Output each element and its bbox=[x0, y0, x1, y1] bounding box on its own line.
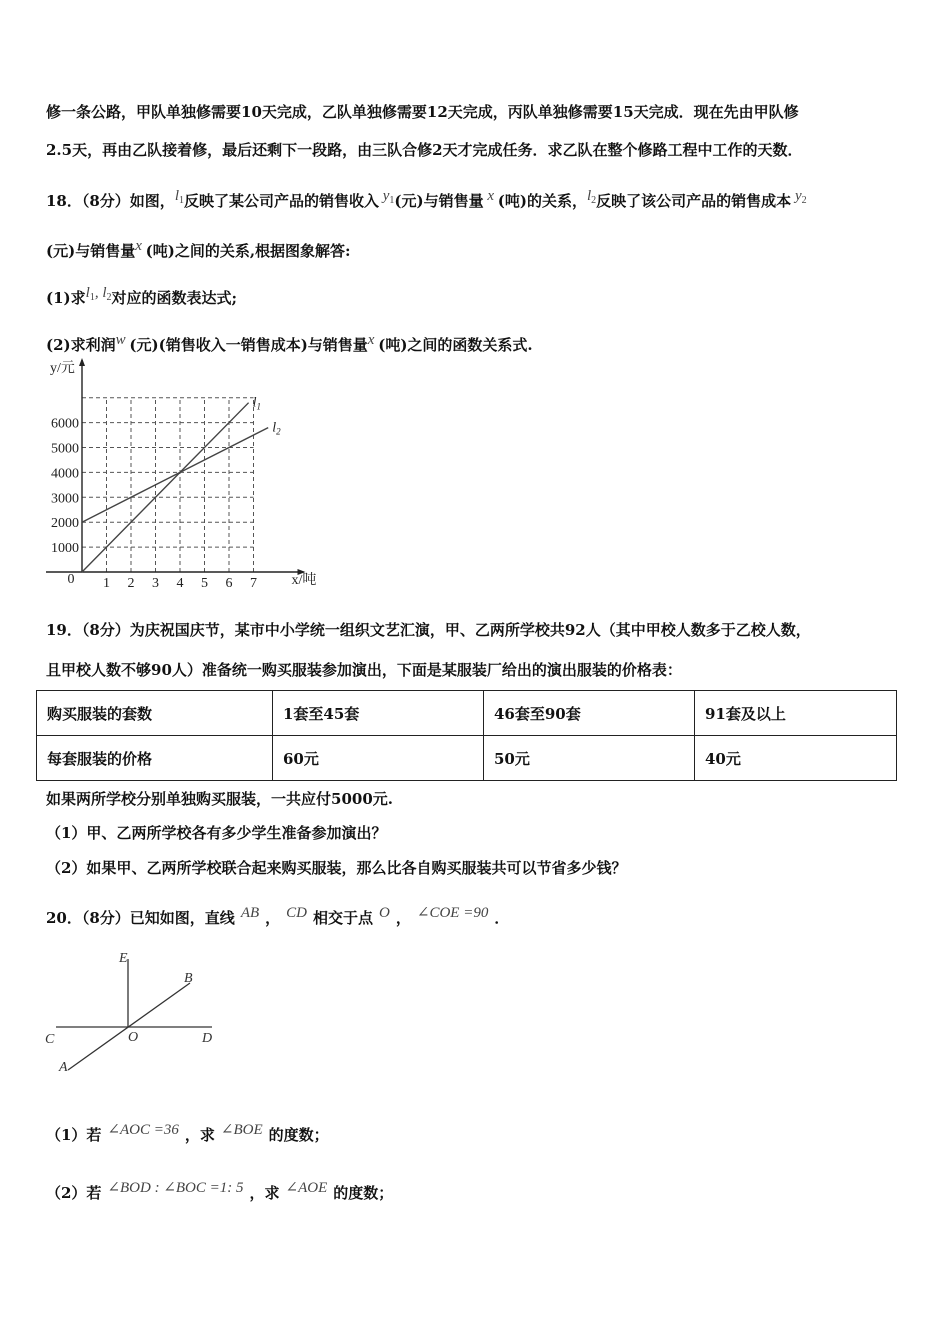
label-c: C bbox=[45, 1032, 55, 1047]
table-cell: 60元 bbox=[273, 736, 484, 781]
q18-part-1: (1)求$l_1$, $l_2$对应的函数表达式; bbox=[46, 285, 238, 307]
angle-coe: ∠COE =90 bbox=[416, 905, 489, 921]
table-row bbox=[37, 691, 897, 736]
q20-line-1: 20．（8分）已知如图，直线 AB ， CD 相交于点 O ， ∠COE =90 ． bbox=[46, 905, 510, 927]
table-cell: 91套及以上 bbox=[695, 691, 897, 736]
q18-line-1 bbox=[46, 186, 807, 211]
series-line-l2 bbox=[82, 428, 268, 523]
q19-part-1: （1）甲、乙两所学校各有多少学生准备参加演出？ bbox=[46, 824, 387, 842]
l1-symbol: $l_1$ bbox=[174, 188, 184, 206]
y-tick-label: 3000 bbox=[51, 491, 79, 507]
y-axis-label: y/元 bbox=[50, 361, 75, 376]
series-label-l1: $l_1$ bbox=[252, 395, 261, 412]
q18-text-2: (元)与销售量 bbox=[394, 192, 484, 210]
series-label-sub: 1 bbox=[256, 401, 261, 412]
x-tick-label: 6 bbox=[225, 576, 233, 591]
x-tick-label: 5 bbox=[201, 576, 208, 591]
angle-boe: ∠BOE bbox=[220, 1122, 263, 1138]
q18-text-1: 反映了某公司产品的销售收入 bbox=[183, 192, 379, 210]
table-cell: 购买服装的套数 bbox=[37, 691, 273, 736]
q18-text-3: (吨)的关系， bbox=[497, 192, 587, 210]
intro-line-2: 2.5天，再由乙队接着修，最后还剩下一段路，由三队合修2天才完成任务．求乙队在整个修路工程中工作的天数． bbox=[46, 141, 803, 159]
x-axis-label: x/吨 bbox=[291, 573, 317, 588]
y-axis-arrow bbox=[79, 358, 85, 366]
x-tick-label: 4 bbox=[176, 576, 184, 591]
series-label-sub: 2 bbox=[276, 426, 281, 437]
y2-symbol: $y_2$ bbox=[794, 188, 807, 206]
origin-label: 0 bbox=[67, 572, 75, 587]
x-symbol: x bbox=[487, 188, 495, 204]
l1-symbol: $l_1$, $l_2$ bbox=[85, 285, 112, 303]
y-tick-label: 1000 bbox=[51, 541, 79, 557]
q20-part-1: （1）若 ∠AOC =36 ，求 ∠BOE 的度数； bbox=[46, 1122, 329, 1144]
q18-text-4: 反映了该公司产品的销售成本 bbox=[596, 192, 792, 210]
cd-symbol: CD bbox=[286, 905, 307, 921]
l2-symbol: $l_2$ bbox=[587, 188, 597, 206]
angle-ratio: ∠BOD : ∠BOC =1: 5 bbox=[107, 1180, 244, 1196]
q20-part-2: （2）若 ∠BOD : ∠BOC =1: 5 ，求 ∠AOE 的度数； bbox=[46, 1180, 394, 1202]
table-cell: 1套至45套 bbox=[273, 691, 484, 736]
label-a: A bbox=[59, 1060, 68, 1075]
q18-part-2: (2)求利润w (元)(销售收入一销售成本)与销售量x (吨)之间的函数关系式. bbox=[46, 332, 533, 354]
o-symbol: O bbox=[379, 905, 390, 921]
label-b: B bbox=[184, 971, 193, 986]
y-tick-label: 2000 bbox=[51, 516, 79, 532]
table-cell: 46套至90套 bbox=[484, 691, 695, 736]
table-cell: 40元 bbox=[695, 736, 897, 781]
intro-line-1: 修一条公路，甲队单独修需要10天完成，乙队单独修需要12天完成，丙队单独修需要15天完成．现在先由甲队修 bbox=[46, 103, 799, 121]
q18-number: 18．（8分）如图， bbox=[46, 192, 175, 210]
series-label-l2: $l_2$ bbox=[272, 420, 281, 437]
ab-symbol: AB bbox=[240, 905, 260, 921]
table-cell: 50元 bbox=[484, 736, 695, 781]
q19-line-2: 且甲校人数不够90人）准备统一购买服装参加演出，下面是某服装厂给出的演出服装的价格表： bbox=[46, 661, 682, 679]
q19-after-table: 如果两所学校分别单独购买服装，一共应付5000元. bbox=[46, 790, 393, 808]
w-symbol: w bbox=[115, 332, 126, 348]
q20-figure bbox=[40, 945, 240, 1080]
y-tick-label: 4000 bbox=[51, 466, 79, 482]
table-row bbox=[37, 736, 897, 781]
price-table bbox=[36, 690, 897, 781]
y-tick-label: 5000 bbox=[51, 441, 79, 457]
x-symbol: x bbox=[367, 332, 375, 348]
x-tick-label: 1 bbox=[103, 576, 110, 591]
x-tick-label: 3 bbox=[152, 576, 159, 591]
q18-line-2: (元)与销售量x (吨)之间的关系,根据图象解答: bbox=[46, 238, 351, 260]
x-symbol: x bbox=[135, 238, 142, 254]
table-cell: 每套服装的价格 bbox=[37, 736, 273, 781]
q19-line-1: 19．（8分）为庆祝国庆节，某市中小学统一组织文艺汇演，甲、乙两所学校共92人（其中甲校人数多于乙校人数， bbox=[46, 621, 811, 639]
label-d: D bbox=[202, 1031, 213, 1046]
q19-part-2: （2）如果甲、乙两所学校联合起来购买服装，那么比各自购买服装共可以节省多少钱？ bbox=[46, 859, 627, 877]
q18-graph bbox=[38, 352, 338, 592]
label-e: E bbox=[119, 951, 128, 966]
label-o: O bbox=[128, 1030, 139, 1045]
x-tick-label: 2 bbox=[127, 576, 135, 591]
y-tick-label: 6000 bbox=[51, 416, 79, 432]
angle-aoe: ∠AOE bbox=[285, 1180, 328, 1196]
x-tick-label: 7 bbox=[250, 576, 257, 591]
q20-number: 20．（8分）已知如图，直线 bbox=[46, 909, 235, 927]
y1-symbol: $y_1$ bbox=[382, 188, 395, 206]
angle-aoc: ∠AOC =36 bbox=[107, 1122, 179, 1138]
